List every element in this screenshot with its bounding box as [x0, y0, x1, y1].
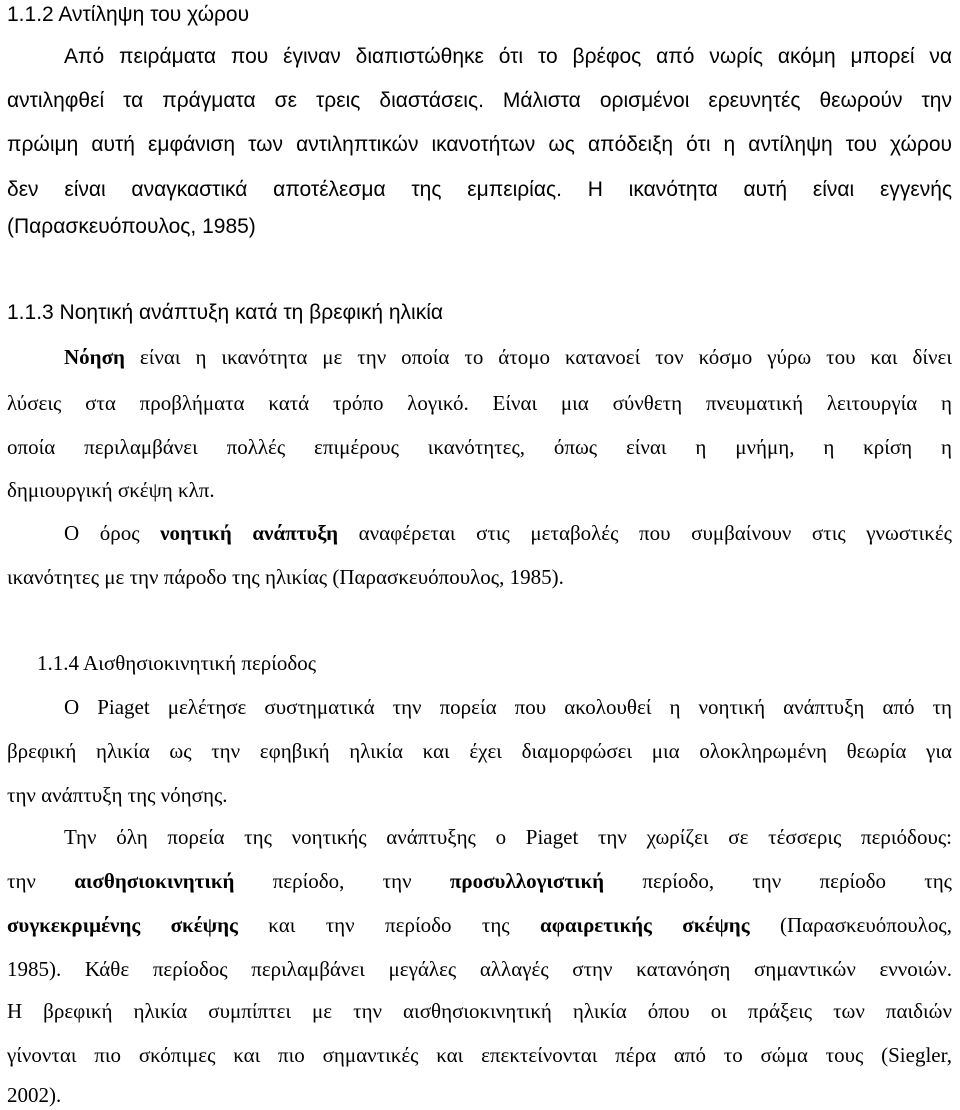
- bold-term: αισθησιοκινητική: [74, 869, 235, 893]
- text-run: αναφέρεται στις μεταβολές που συμβαίνουν στις γνωστικές: [338, 521, 952, 545]
- paragraph-line: αντιληφθεί τα πράγματα σε τρεις διαστάσεις. Μάλιστα ορισμένοι ερευνητές θεωρούν την: [7, 89, 952, 112]
- text-run: Ο όρος: [64, 521, 161, 545]
- paragraph-line: πρώιμη αυτή εμφάνιση των αντιληπτικών ικανοτήτων ως απόδειξη ότι η αντίληψη του χώρου: [7, 133, 952, 156]
- paragraph-line: λύσεις στα προβλήματα κατά τρόπο λογικό. Είναι μια σύνθετη πνευματική λειτουργία η: [7, 391, 952, 415]
- paragraph-line: 2002).: [7, 1083, 62, 1107]
- section-heading-cognitive-development: 1.1.3 Νοητική ανάπτυξη κατά τη βρεφική ηλικία: [7, 301, 444, 324]
- paragraph-line: την ανάπτυξη της νόησης.: [7, 783, 228, 807]
- paragraph-line: (Παρασκευόπουλος, 1985): [7, 215, 256, 238]
- paragraph-line: Η βρεφική ηλικία συμπίπτει με την αισθησιοκινητική ηλικία όπου οι πράξεις των παιδιών: [7, 999, 952, 1023]
- text-run: και την περίοδο της: [237, 913, 541, 937]
- paragraph-line: οποία περιλαμβάνει πολλές επιμέρους ικανότητες, όπως είναι η μνήμη, η κρίση η: [7, 435, 952, 459]
- paragraph-line: [7, 910, 952, 940]
- text-run: είναι η ικανότητα με την οποία το άτομο κατανοεί τον κόσμο γύρω του και δίνει: [124, 345, 952, 369]
- paragraph-line: [64, 342, 952, 372]
- bold-term: νοητική ανάπτυξη: [160, 521, 339, 545]
- paragraph-line: 1985). Κάθε περίοδος περιλαμβάνει μεγάλες αλλαγές στην κατανόηση σημαντικών εννοιών.: [7, 957, 952, 981]
- paragraph-line: Ο Piaget μελέτησε συστηματικά την πορεία που ακολουθεί η νοητική ανάπτυξη από τη: [64, 695, 952, 719]
- text-run: περίοδο, την: [234, 869, 450, 893]
- text-run: περίοδο, την περίοδο της: [604, 869, 952, 893]
- section-heading-sensorimotor-period: 1.1.4 Αισθησιοκινητική περίοδος: [37, 651, 317, 675]
- text-run: (Παρασκευόπουλος,: [749, 913, 952, 937]
- paragraph-line: [64, 518, 952, 548]
- bold-term: συγκεκριμένης σκέψης: [7, 913, 238, 937]
- paragraph-line: Από πειράματα που έγιναν διαπιστώθηκε ότι το βρέφος από νωρίς ακόμη μπορεί να: [64, 45, 952, 68]
- text-run: την: [7, 869, 75, 893]
- paragraph-line: [7, 866, 952, 896]
- bold-term: προσυλλογιστική: [449, 869, 605, 893]
- paragraph-line: γίνονται πιο σκόπιμες και πιο σημαντικές και επεκτείνονται πέρα από το σώμα τους (Siegler,: [7, 1043, 952, 1067]
- paragraph-line: βρεφική ηλικία ως την εφηβική ηλικία και έχει διαμορφώσει μια ολοκληρωμένη θεωρία για: [7, 739, 952, 763]
- bold-term: Νόηση: [64, 345, 125, 369]
- bold-term: αφαιρετικής σκέψης: [540, 913, 750, 937]
- paragraph-line: ικανότητες με την πάροδο της ηλικίας (Παρασκευόπουλος, 1985).: [7, 565, 564, 589]
- paragraph-line: δεν είναι αναγκαστικά αποτέλεσμα της εμπειρίας. Η ικανότητα αυτή είναι εγγενής: [7, 178, 952, 201]
- paragraph-line: Την όλη πορεία της νοητικής ανάπτυξης ο Piaget την χωρίζει σε τέσσερις περιόδους:: [64, 825, 952, 849]
- section-heading-spatial-perception: 1.1.2 Αντίληψη του χώρου: [7, 3, 250, 26]
- paragraph-line: δημιουργική σκέψη κλπ.: [7, 478, 215, 502]
